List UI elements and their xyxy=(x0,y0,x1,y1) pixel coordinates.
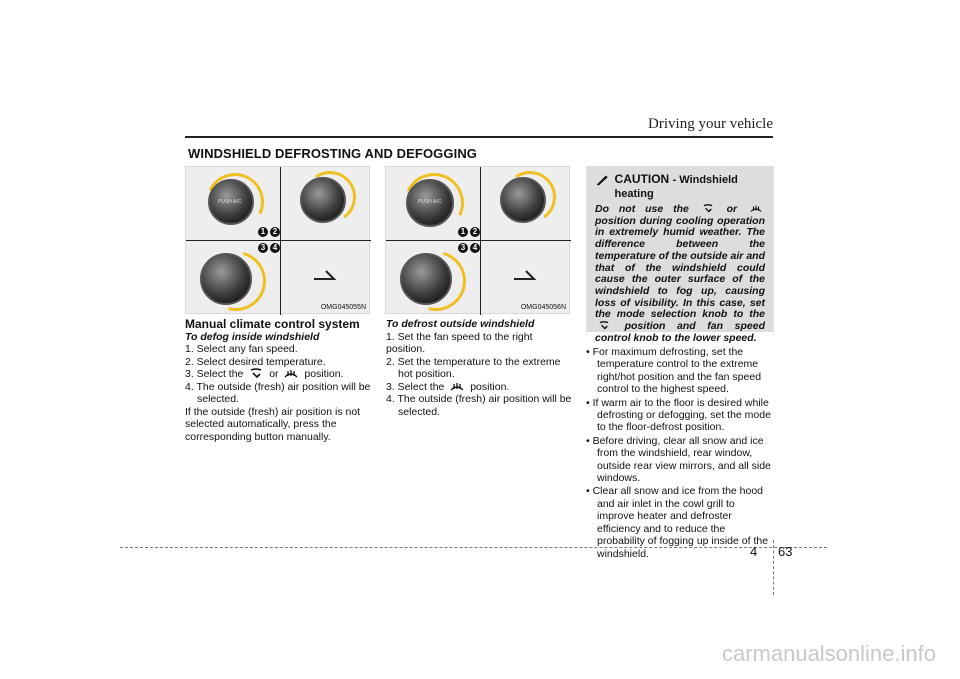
caution-text xyxy=(595,204,765,344)
figure-code: OMG045055N xyxy=(320,304,366,311)
callout-badge: 4 xyxy=(470,243,480,253)
step-text: position. xyxy=(470,380,510,393)
pencil-icon xyxy=(595,173,610,187)
header-rule xyxy=(185,136,773,138)
column-heading: Manual climate control system xyxy=(185,317,360,331)
climate-control-figure-1 xyxy=(185,166,370,314)
list-item-text: For maximum defrosting, set the temperature control to the extreme right/hot position and the fan speed control to the highest speed. xyxy=(592,346,762,396)
step-text: 3. Select the xyxy=(185,368,244,380)
step xyxy=(386,381,574,394)
floor-defrost-icon xyxy=(249,368,263,380)
caution-label: CAUTION xyxy=(614,172,670,186)
caution-text-part: or xyxy=(726,203,738,215)
list-item: • For maximum defrosting, set the temperature control to the extreme right/hot position and the fan speed control to the highest speed. xyxy=(586,346,762,396)
list-item-text: Clear all snow and ice from the hood and air inlet in the cowl grill to improve heater and defroster efficiency and to reduce the probability of fogging up inside of the windshield. xyxy=(592,485,769,560)
divider xyxy=(186,240,371,241)
step: 4. The outside (fresh) air position will be selected. xyxy=(386,393,572,418)
list-item: • If warm air to the floor is desired while defrosting or defogging, set the mode to the floor-defrost position. xyxy=(586,396,771,434)
step: 4. The outside (fresh) air position will be selected. xyxy=(185,380,371,405)
callout-badge: 1 xyxy=(258,227,268,237)
footer-divider xyxy=(773,540,775,595)
divider xyxy=(386,240,571,241)
air-intake-icon xyxy=(312,267,338,283)
step: 2. Set the temperature to the extreme hot position. xyxy=(386,355,561,380)
note: If the outside (fresh) air position is not selected automatically, press the corresponding button manually. xyxy=(185,405,361,443)
step-text: position. xyxy=(304,368,344,380)
step: 1. Set the fan speed to the right position. xyxy=(386,330,533,355)
step xyxy=(185,368,371,381)
floor-defrost-icon xyxy=(598,321,610,331)
caution-text-part: position during cooling operation in extremely humid weather. The difference between the temperature of the outside air and that of the windshield could cause the outer surface of the windshield to fog up, causing loss of visibility. In this case, set the mode selection knob to the xyxy=(595,214,765,321)
column-defrost-outside xyxy=(386,318,574,418)
section-title: WINDSHIELD DEFROSTING AND DEFOGGING xyxy=(188,146,478,161)
list-item-text: Before driving, clear all snow and ice from the windshield, rear window, outside rear view mirrors, and all side windows. xyxy=(592,434,771,485)
column-subheading: To defrost outside windshield xyxy=(386,318,535,330)
divider xyxy=(480,167,481,315)
list-item: • Before driving, clear all snow and ice from the windshield, rear window, outside rear view mirrors, and all side windows. xyxy=(586,434,771,485)
watermark: carmanualsonline.info xyxy=(721,641,936,666)
callout-badge: 3 xyxy=(458,243,468,253)
page-number: 63 xyxy=(778,544,793,559)
caution-text-part: position and fan speed control knob to the lower speed. xyxy=(595,320,766,344)
climate-control-figure-2 xyxy=(385,166,570,314)
step-text: 3. Select the xyxy=(386,380,445,393)
divider xyxy=(280,167,281,315)
header-title: Driving your vehicle xyxy=(648,116,773,132)
callout-badge: 3 xyxy=(258,243,268,253)
knob-label: PUSH A/C xyxy=(418,199,442,205)
footer-rule xyxy=(120,547,827,548)
caution-box xyxy=(586,166,774,344)
column-manual-climate xyxy=(185,318,371,443)
callout-badge: 2 xyxy=(470,227,480,237)
figure-code: OMG045056N xyxy=(520,304,566,311)
defrost-icon xyxy=(284,368,298,380)
step: 2. Select desired temperature. xyxy=(185,355,326,368)
floor-defrost-icon xyxy=(702,204,714,214)
column-subheading: To defog inside windshield xyxy=(185,330,320,343)
callout-badge: 1 xyxy=(458,227,468,237)
defrost-icon xyxy=(450,381,464,393)
defrost-icon xyxy=(750,204,762,214)
step: 1. Select any fan speed. xyxy=(185,343,298,355)
list-item-text: If warm air to the floor is desired while defrosting or defogging, set the mode to the floor-defrost position. xyxy=(592,396,771,434)
page-section: 4 xyxy=(750,544,758,559)
callout-badge: 2 xyxy=(270,227,280,237)
knob-label: PUSH A/C xyxy=(218,199,242,205)
caution-text-part: Do not use the xyxy=(595,203,689,215)
step-text: or xyxy=(269,368,279,380)
caution-title: - Windshield heating xyxy=(614,174,738,200)
air-intake-icon xyxy=(512,267,538,283)
caution-heading xyxy=(595,172,765,200)
callout-badge: 4 xyxy=(270,243,280,253)
tips-list xyxy=(586,346,774,561)
list-item: • Clear all snow and ice from the hood and air inlet in the cowl grill to improve heater and defroster efficiency and to reduce the probability of fogging up inside of the windshield. xyxy=(586,485,769,560)
